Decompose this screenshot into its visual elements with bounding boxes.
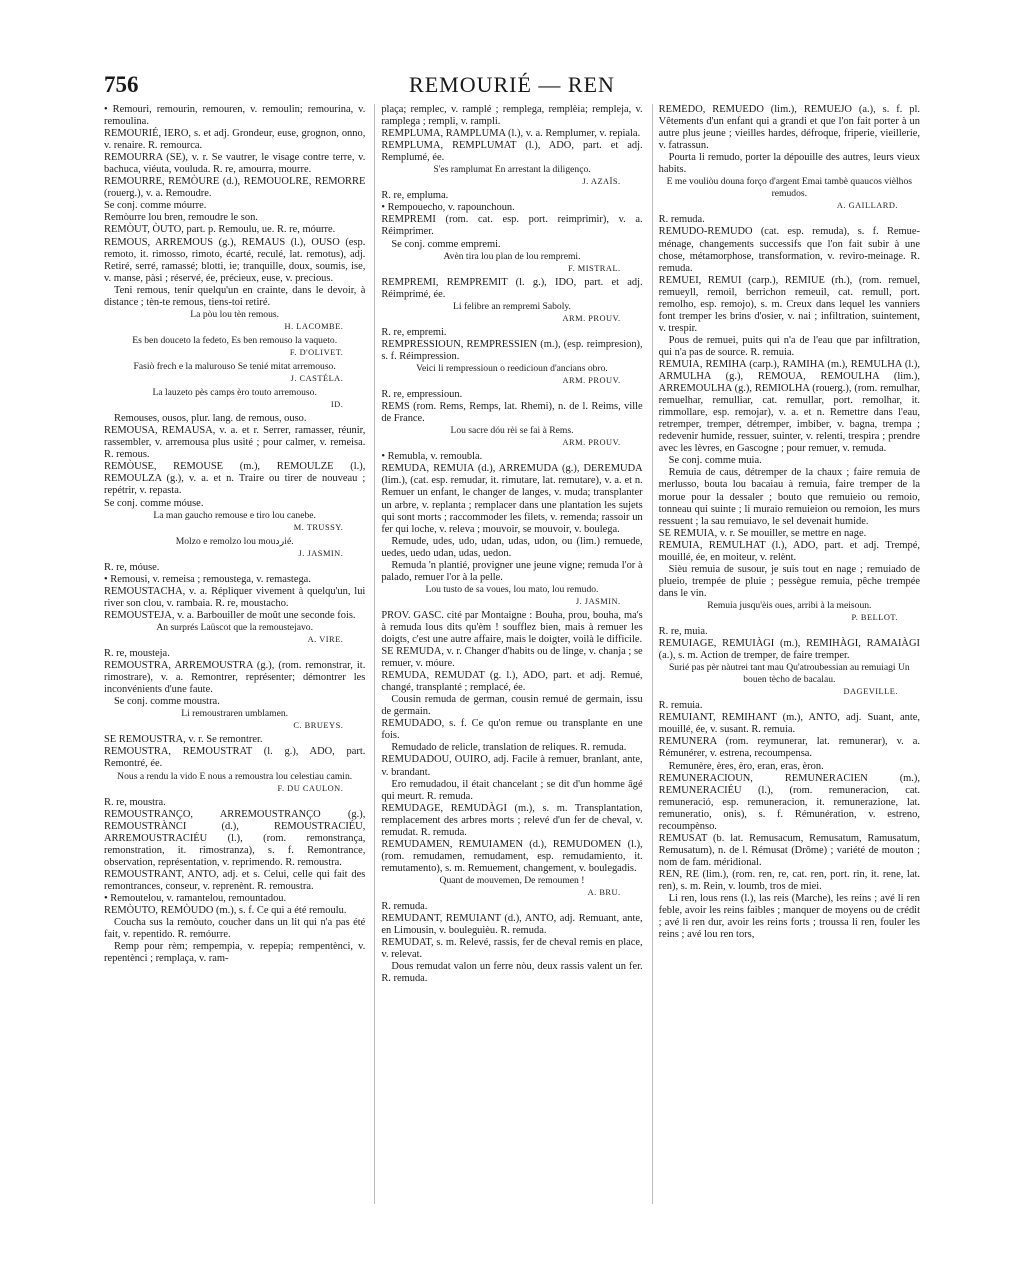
quotation: Es ben douceto la fedeto, Es ben remouso la vaqueto. (132, 334, 338, 346)
column-middle (374, 104, 642, 1204)
quotation-author: F. DU CAULON. (277, 783, 344, 793)
quotation-author: A. GAILLARD. (836, 201, 898, 211)
entry-example: Se conj. comme moustra. (114, 696, 220, 708)
entry: REMOUSTRA, ARREMOUSTRA (g.), (rom. remonstrar, it. rimostrare), v. a. Remontrer, représenter; démontrer les inconvénients d'une faute. (104, 660, 366, 696)
entry: REMUDANT, REMUIANT (d.), ANTO, adj. Remuant, ante, en Limousin, v. bouleguièu. R. remuda. (381, 913, 643, 937)
entry-example: Remunère, ères, èro, eran, eras, èron. (668, 760, 824, 772)
entry: REMUIA, REMULHAT (l.), ADO, part. et adj. Trempé, mouillé, ée, en moiteur, v. relènt. (658, 539, 920, 563)
entry: REMUDO-REMUDO (cat. esp. remuda), s. f. Remue-ménage, changements successifs que l'on fait subir à une chose, métamorphose, transformation, v. reviro-meinage. R. remuda. (658, 226, 920, 274)
quotation-author: J. AZAÏS. (582, 177, 621, 187)
entry: • Remouri, remourin, remouren, v. remoulin; remourina, v. remoulina. (104, 104, 366, 128)
entry: REMPREMI, REMPREMIT (l. g.), IDO, part. et adj. Réimprimé, ée. (381, 276, 643, 300)
entry: REMOUSA, REMAUSA, v. a. et r. Serrer, ramasser, réunir, rassembler, v. arremousa plus usité ; pour calmer, v. remeisa. R. remous. (104, 425, 366, 461)
entry: plaça; remplec, v. ramplé ; remplega, remplèia; rempleja, v. ramplega ; rempli, v. rampli. (381, 104, 643, 128)
entry: REMUDAGE, REMUDÀGI (m.), s. m. Transplantation, remplacement des arbres morts ; relevé d'un fer de cheval, v. remudat. R. remuda. (381, 802, 643, 838)
entry: REMÒUTO, REMÒUDO (m.), s. f. Ce qui a été remoulu. (104, 905, 347, 917)
quotation: Veici li rempressioun o reedicioun d'ancians obro. (416, 362, 608, 374)
entry: REMPLUMA, RAMPLUMA (l.), v. a. Remplumer, v. repiala. (381, 128, 641, 140)
entry: SE REMUIA, v. r. Se mouiller, se mettre en nage. (658, 527, 867, 539)
entry: REMUDADO, s. f. Ce qu'on remue ou transplante en une fois. (381, 718, 643, 742)
entry: REMOURIÉ, IERO, s. et adj. Grondeur, euse, grognon, onno, v. renaire. R. remourca. (104, 128, 366, 152)
column-right (652, 104, 920, 1204)
quotation: E me vouliòu douna forço d'argent Emai tambè quaucos vièlhos remudos. (666, 176, 912, 200)
quotation: Surié pas pèr nàutrei tant mau Qu'atroubessian au remuiagi Un bouen tècho de bacalau. (668, 662, 910, 686)
entry-example: Ero remudadou, il était chancelant ; se dit d'un homme âgé qui meurt. R. remuda. (381, 778, 643, 802)
entry: • Rempouecho, v. rapounchoun. (381, 202, 515, 214)
entry: Remòurre lou bren, remoudre le son. (104, 212, 258, 224)
entry: • Remubla, v. remoubla. (381, 451, 483, 463)
entry: REMUDAT, s. m. Relevé, rassis, fer de cheval remis en place, v. relevat. (381, 937, 643, 961)
entry: REMOUSTEJA, v. a. Barbouiller de moût une seconde fois. (104, 609, 356, 621)
entry: REMUIANT, REMIHANT (m.), ANTO, adj. Suant, ante, mouillé, ée, v. susant. R. remuia. (658, 712, 920, 736)
quotation-author: ARM. PROUV. (562, 376, 621, 386)
quotation: La man gaucho remouse e tiro lou canebe. (153, 509, 316, 521)
entry-example: Coucha sus la remòuto, coucher dans un lit qui n'a pas été fait, v. repentido. R. remóurre. (104, 917, 366, 941)
quotation-author: F. D'OLIVET. (289, 347, 344, 357)
quotation: An surprés Laüscot que la remoustejavo. (156, 621, 313, 633)
entry: • Remoutelou, v. ramantelou, remountadou. (104, 893, 287, 904)
column-left (104, 104, 365, 1204)
quotation: S'es ramplumat En arrestant la diligenço. (433, 164, 591, 176)
entry-example: Remudado de relicle, translation de reliques. R. remuda. (391, 742, 627, 754)
entry-example: Li ren, lous rens (l.), las reis (Marche), les reins ; avé li ren feble, avoir les reins faibles ; manquer de moyens ou de crédit ; avé li ren dur, avoir les reins forts ; troussa li ren, fouler les reins ; avé lou ren tors, (658, 893, 920, 941)
entry: REMÒUSE, REMOUSE (m.), REMOULZE (l.), REMOULZA (g.), v. a. et n. Traire ou tirer de nouveau ; repétrir, v. repasta. (104, 461, 366, 497)
page-number: 756 (104, 72, 139, 97)
quotation-author: C. BRUEYS. (293, 721, 344, 731)
quotation-author: A. VIRE. (307, 635, 344, 645)
quotation: La pòu lou tèn remous. (190, 308, 280, 320)
quotation: Remuia jusqu'èis oues, arribi à la meisoun. (707, 599, 872, 611)
entry: R. re, empressioun. (381, 389, 463, 401)
entry: R. re, móuse. (104, 561, 160, 573)
entry: REMS (rom. Rems, Remps, lat. Rhemi), n. de l. Reims, ville de France. (381, 401, 643, 425)
entry: SE REMUDA, v. r. Changer d'habits ou de linge, v. chanja ; se remuer, v. móure. (381, 646, 643, 670)
entry: R. re, empremi. (381, 326, 447, 338)
entry-example: Teni remous, tenir quelqu'un en crainte, dans le devoir, à distance ; tèn-te remous, tiens-toi retiré. (104, 284, 366, 308)
quotation-author: J. JASMIN. (298, 548, 344, 558)
entry: REMUIAGE, REMUIÀGI (m.), REMIHÀGI, RAMAIÀGI (a.), s. m. Action de tremper, de faire tremper. (658, 638, 920, 662)
entry: R. remuda. (381, 901, 428, 913)
entry: Se conj. comme móuse. (104, 497, 204, 509)
entry: REMUIA, REMIHA (carp.), RAMIHA (m.), REMULHA (l.), ARMULHA (g.), REMOUA, REMOULHA (lim.), ARREMOULHA (g.), REMIOLHA (rouerg.), (rom. remulhar, remuelhar, remulliar, cat. remullar, port. remolhar, it. rimmollare, esp. remojar), v. a. et n. Remettre dans l'eau, retremper, tremper, détremper, imbiber, v. bagna, trempa ; redevenir humide, ressuer, suinter, v. relenti, trespira ; prendre avec les lèvres, en Gascogne ; pour remuer, v. remuda. (658, 358, 920, 455)
entry: REMOURRE, REMÒURE (d.), REMOUOLRE, REMORRE (rouerg.), v. a. Remoudre. (104, 176, 366, 200)
quotation: Lou sacre dóu rèi se fai à Rems. (450, 425, 574, 437)
entry: • Remousi, v. remeisa ; remoustega, v. remastega. (104, 573, 311, 585)
running-head: REMOURIÉ — REN (409, 72, 615, 97)
entry: REMOUSTACHA, v. a. Répliquer vivement à quelqu'un, lui river son clou, v. rambaia. R. re, moustacho. (104, 585, 366, 609)
entry: REMOUSTRA, REMOUSTRAT (l. g.), ADO, part. Remontré, ée. (104, 746, 366, 770)
quotation-author: F. MISTRAL. (568, 263, 621, 273)
quotation-author: P. BELLOT. (851, 612, 898, 622)
entry: REMUDA, REMUIA (d.), ARREMUDA (g.), DEREMUDA (lim.), (cat. esp. remudar, it. rimutare, lat. remutare), v. a. et n. Remuer un enfant, le changer de langes, v. muda; transplanter un arbre, v. replanta ; remplacer dans une plantation les sujets qui sont morts ; raccommoder les filets, v. remenda; rassoir un fer qui loche, v. releva ; mouvoir, se mouvoir, v. boulega. (381, 463, 643, 535)
entry: REMÒUT, ÒUTO, part. p. Remoulu, ue. R. re, móurre. (104, 224, 336, 236)
entry-example: Remuda 'n plantié, provigner une jeune vigne; remuda l'or à palado, remuer l'or à la pelle. (381, 559, 643, 583)
dictionary-columns (104, 104, 920, 1204)
entry: REMÉDO, REMUEDO (lim.), REMUEJO (a.), s. f. pl. Vêtements d'un enfant qui a grandi et que l'on fait porter à un autre plus jeune ; vieilles hardes, défroque, friperie, vieillerie, v. fatrassun. (658, 104, 920, 152)
entry: REMUSAT (b. lat. Remusacum, Remusatum, Ramusatum, Remusatum), n. de l. Rémusat (Drôme) ; variété de mouton ; nom de fam. méridional. (658, 832, 920, 868)
entry-example: Remude, udes, udo, udan, udas, udon, ou (lim.) remuede, uedes, uedo udan, udas, uedon. (381, 535, 643, 559)
entry-example: Cousin remuda de german, cousin remué de germain, issu de germain. (381, 694, 643, 718)
quotation: La lauzeto pès camps èro touto arremouso. (152, 387, 317, 399)
entry: REMOUSTRANÇO, ARREMOUSTRANÇO (g.), REMOUSTRÀNCI (d.), REMOUSTRACIÉU, ARREMOUSTRACIÉU (l.), (rom. remonstrança, remonstration, it. rimostranza), s. f. Remontrance, observation, représentation, v. reprimendo. R. remoustra. (104, 808, 366, 868)
entry: REMOUS, ARREMOUS (g.), REMAUS (l.), OUSO (esp. remoto, it. rimosso, rimoto, écarté, reculé, lat. remotus), adj. Retiré, serré, ramassé; blotti, ie; tranquille, doux, soumis, ise, v. manse, pàsi ; réservé, ée, précieux, euse, v. precious. (104, 236, 366, 284)
entry: Se conj. comme móurre. (104, 200, 207, 212)
entry-example: Remouses, ousos, plur. lang. de remous, ouso. (114, 413, 307, 425)
entry: R. re, moustra. (104, 796, 166, 808)
entry: REMUEI, REMUI (carp.), REMIUE (rh.), (rom. remuel, remueyll, remoil, berrichon remeuil, cat. remull, port. remolho, esp. remojo), s. m. Creux dans lequel les vanniers font tremper les brins d'osier, v. nai ; infiltration, suintement, v. trespir. (658, 274, 920, 334)
entry: REMOUSTRANT, ANTO, adj. et s. Celui, celle qui fait des remontrances, conseur, v. reprenènt. R. remoustra. (104, 868, 366, 892)
entry: PROV. GASC. cité par Montaigne : Bouha, prou, bouha, ma's à remuda lous dits qu'èm ! soufflez bien, mais à remuer les doigts, c'est une autre affaire, mais le doigter, voilà le difficile. (381, 609, 643, 646)
quotation: Li felibre an rempremi Saboly. (453, 300, 571, 312)
quotation: Quant de mouvemen, De remoumen ! (439, 874, 585, 886)
entry-example: Pourta li remudo, porter la dépouille des autres, leurs vieux habits. (658, 152, 920, 176)
entry: REMUNERACIOUN, REMUNERACIEN (m.), REMUNERACIÉU (l.), (rom. remuneracion, cat. remuneració, esp. remuneracion, it. remunerazione, lat. remuneratio, onis), s. f. Rémunération, v. estreno, recoumpènso. (658, 772, 920, 832)
entry: REMUDA, REMUDAT (g. l.), ADO, part. et adj. Remué, changé, transplanté ; remplacé, ée. (381, 670, 643, 694)
entry: REMUNERA (rom. reymunerar, lat. remunerar), v. a. Rémunérer, v. estrena, recoumpensa. (658, 736, 920, 760)
entry-example: Se conj. comme empremi. (391, 238, 501, 250)
quotation: Lou tusto de sa voues, lou mato, lou remudo. (425, 583, 599, 595)
entry: REMPREMI (rom. cat. esp. port. reimprimir), v. a. Réimprimer. (381, 214, 643, 238)
entry-example: Remuia de caus, détremper de la chaux ; faire remuia de merlusso, bouta lou bacaiau à remuia, faire tremper de la morue pour la dessaler ; bouto que remuieio ou remoio, tonneau qui suinte ; li muraio remuieion ou remoion, les murs ressuent ; la sau remuiavo, le sel devenait humide. (658, 467, 920, 527)
quotation: Nous a rendu la vido E nous a remoustra lou celestiau camin. (117, 770, 353, 782)
quotation: Molzo e remolzo lou mouردié. (175, 535, 294, 547)
entry: REMPRESSIOUN, REMPRESSIEN (m.), (esp. reimpresion), s. f. Réimpression. (381, 338, 643, 362)
entry-example: Pous de remuei, puits qui n'a de l'eau que par infiltration, qui n'a pas de source. R. remuia. (658, 334, 920, 358)
entry: REN, RE (lim.), (rom. ren, re, cat. ren, port. rin, it. rene, lat. ren), s. m. Rein, v. loumb, tros de miei. (658, 868, 920, 892)
entry: R. remuda. (658, 214, 705, 226)
entry-example: Sièu remuia de susour, je suis tout en nage ; remuiado de plueio, trempée de pluie ; pessègue remuia, pêche trempée dans le vin. (658, 563, 920, 599)
quotation-author: ARM. PROUV. (562, 313, 621, 323)
entry: R. re, muia. (658, 626, 708, 638)
quotation-author: A. BRU. (587, 888, 621, 897)
entry: SE REMOUSTRA, v. r. Se remontrer. (104, 734, 263, 746)
quotation-author: J. JASMIN. (575, 596, 621, 606)
entry: REMUDADOU, OUIRO, adj. Facile à remuer, branlant, ante, v. brandant. (381, 754, 643, 778)
entry-example: Dous remudat valon un ferre nòu, deux rassis valent un fer. R. remuda. (381, 961, 643, 985)
quotation-author: DAGEVILLE. (843, 687, 898, 697)
entry: REMOURRA (SE), v. r. Se vautrer, le visage contre terre, v. bachuca, viéuta, vouluda. R. re, amourra, mourre. (104, 152, 366, 176)
entry-example: Se conj. comme muia. (668, 455, 762, 467)
entry: REMUDAMEN, REMUIAMEN (d.), REMUDOMEN (l.), (rom. remudamen, remudament, esp. remudamiento, it. remutamento), s. m. Remuement, changement, v. boulegadis. (381, 838, 643, 874)
quotation-author: ID. (330, 400, 344, 410)
quotation-author: ARM. PROUV. (562, 438, 621, 448)
quotation-author: J. CASTÉLA. (290, 374, 344, 384)
entry: R. re, empluma. (381, 190, 449, 202)
quotation: Li remoustraren umblamen. (181, 708, 289, 720)
quotation: Fasiò frech e la malurouso Se tenié mitat arremouso. (133, 360, 336, 372)
entry-example: Remp pour rèm; rempempia, v. repepia; rempentènci, v. repentènci ; remplaça, v. ram- (104, 941, 366, 965)
page-header (104, 72, 920, 102)
entry: R. remuia. (658, 700, 703, 712)
quotation: Avèn tira lou plan de lou rempremi. (443, 250, 581, 262)
entry: REMPLUMA, REMPLUMAT (l.), ADO, part. et adj. Remplumé, ée. (381, 140, 643, 164)
entry: R. re, moustejа. (104, 648, 170, 660)
quotation-author: M. TRUSSY. (293, 522, 344, 532)
quotation-author: H. LACOMBE. (284, 321, 344, 331)
